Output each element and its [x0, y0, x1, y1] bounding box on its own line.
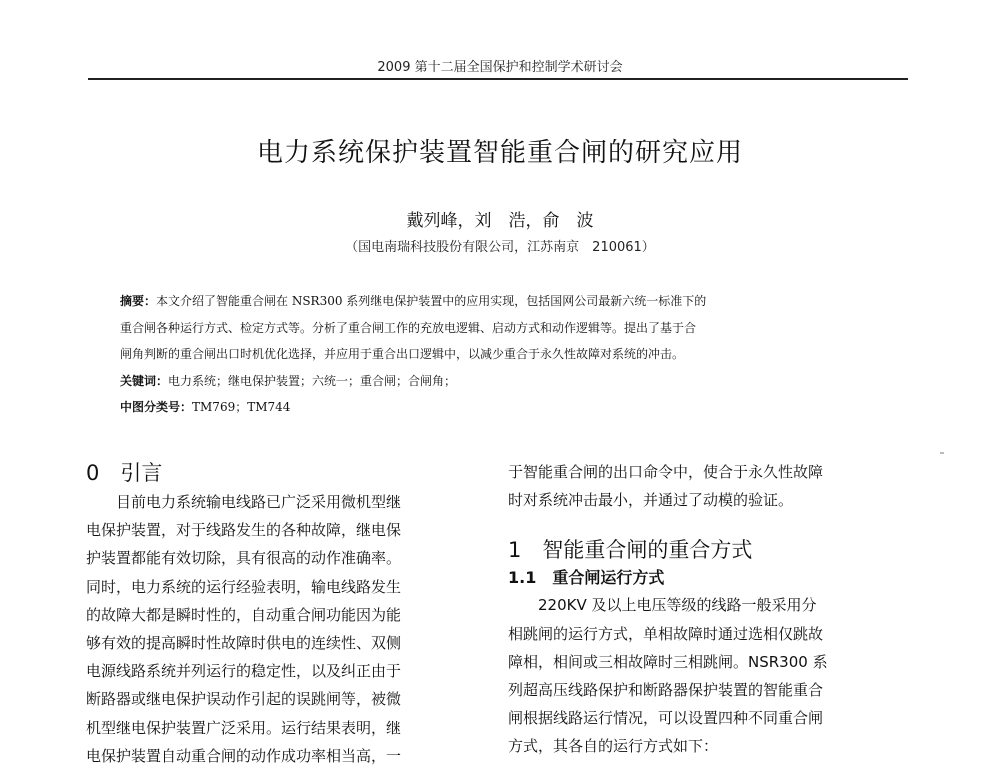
scan-speck	[940, 452, 944, 454]
abstract-line	[120, 288, 890, 315]
classification-text: TM769；TM744	[192, 400, 291, 414]
body-line: 时对系统冲击最小，并通过了动模的验证。	[508, 491, 794, 510]
body-line: 断路器或继电保护误动作引起的误跳闸等，被微	[86, 690, 402, 709]
keywords-text: 电力系统；继电保护装置；六统一；重合闸；合闸角；	[168, 373, 457, 388]
body-line: 障相，相间或三相故障时三相跳闸。NSR300 系	[508, 652, 828, 671]
body-line: 闸根据线路运行情况，可以设置四种不同重合闸	[508, 709, 824, 728]
header-rule	[88, 78, 908, 80]
body-line: 电保护装置，对于线路发生的各种故障，继电保	[86, 521, 402, 540]
body-line: 的故障大都是瞬时性的，自动重合闸功能因为能	[86, 605, 402, 624]
body-line: 相跳闸的运行方式，单相故障时通过选相仅跳故	[508, 624, 824, 643]
classification-label: 中图分类号：	[120, 400, 193, 414]
body-line: 同时，电力系统的运行经验表明，输电线路发生	[86, 577, 402, 596]
body-line: 机型继电保护装置广泛采用。运行结果表明，继	[86, 718, 402, 737]
abstract-line: 闸角判断的重合闸出口时机优化选择，并应用于重合出口逻辑中，以减少重合于永久性故障对系统的冲击。	[120, 347, 685, 361]
subsection-heading-operation-modes: 1.1 重合闸运行方式	[508, 568, 665, 588]
section-heading-introduction: 0 引言	[86, 461, 163, 485]
body-line: 于智能重合闸的出口命令中，使合于永久性故障	[508, 463, 824, 481]
body-line: 够有效的提高瞬时性故障时供电的连续性、双侧	[86, 634, 402, 653]
abstract-label: 摘要：	[120, 294, 157, 308]
right-column	[508, 458, 898, 761]
abstract-line: 重合闸各种运行方式、检定方式等。分析了重合闸工作的充放电逻辑、启动方式和动作逻辑等。提出了基于合	[120, 320, 697, 335]
body-line: 目前电力系统输电线路已广泛采用微机型继	[86, 493, 402, 511]
paper-authors: 戴列峰，刘 浩，俞 波	[406, 211, 594, 231]
body-line: 护装置都能有效切除，具有很高的动作准确率。	[86, 549, 402, 568]
left-column	[86, 458, 466, 770]
abstract-text: 本文介绍了智能重合闸在 NSR300 系列继电保护装置中的应用实现，包括国网公司最新六统一标准下的	[156, 294, 707, 308]
paper-title: 电力系统保护装置智能重合闸的研究应用	[256, 138, 743, 168]
body-line: 220KV 及以上电压等级的线路一般采用分	[508, 596, 817, 615]
body-line: 电源线路系统并列运行的稳定性，以及纠正由于	[86, 662, 402, 681]
body-line: 电保护装置自动重合闸的动作成功率相当高，一	[86, 746, 402, 765]
body-line: 方式，其各自的运行方式如下：	[508, 737, 719, 756]
section-gap	[508, 514, 898, 535]
body-line: 列超高压线路保护和断路器保护装置的智能重合	[508, 681, 824, 700]
classification-line	[120, 394, 890, 421]
paper-affiliation: （国电南瑞科技股份有限公司，江苏南京 210061）	[345, 240, 655, 255]
keywords-line	[120, 368, 890, 395]
section-heading-reclosing-modes: 1 智能重合闸的重合方式	[508, 538, 753, 563]
running-header: 2009 第十二届全国保护和控制学术研讨会	[377, 60, 623, 75]
keywords-label: 关键词：	[120, 373, 169, 388]
abstract-block	[120, 288, 890, 421]
